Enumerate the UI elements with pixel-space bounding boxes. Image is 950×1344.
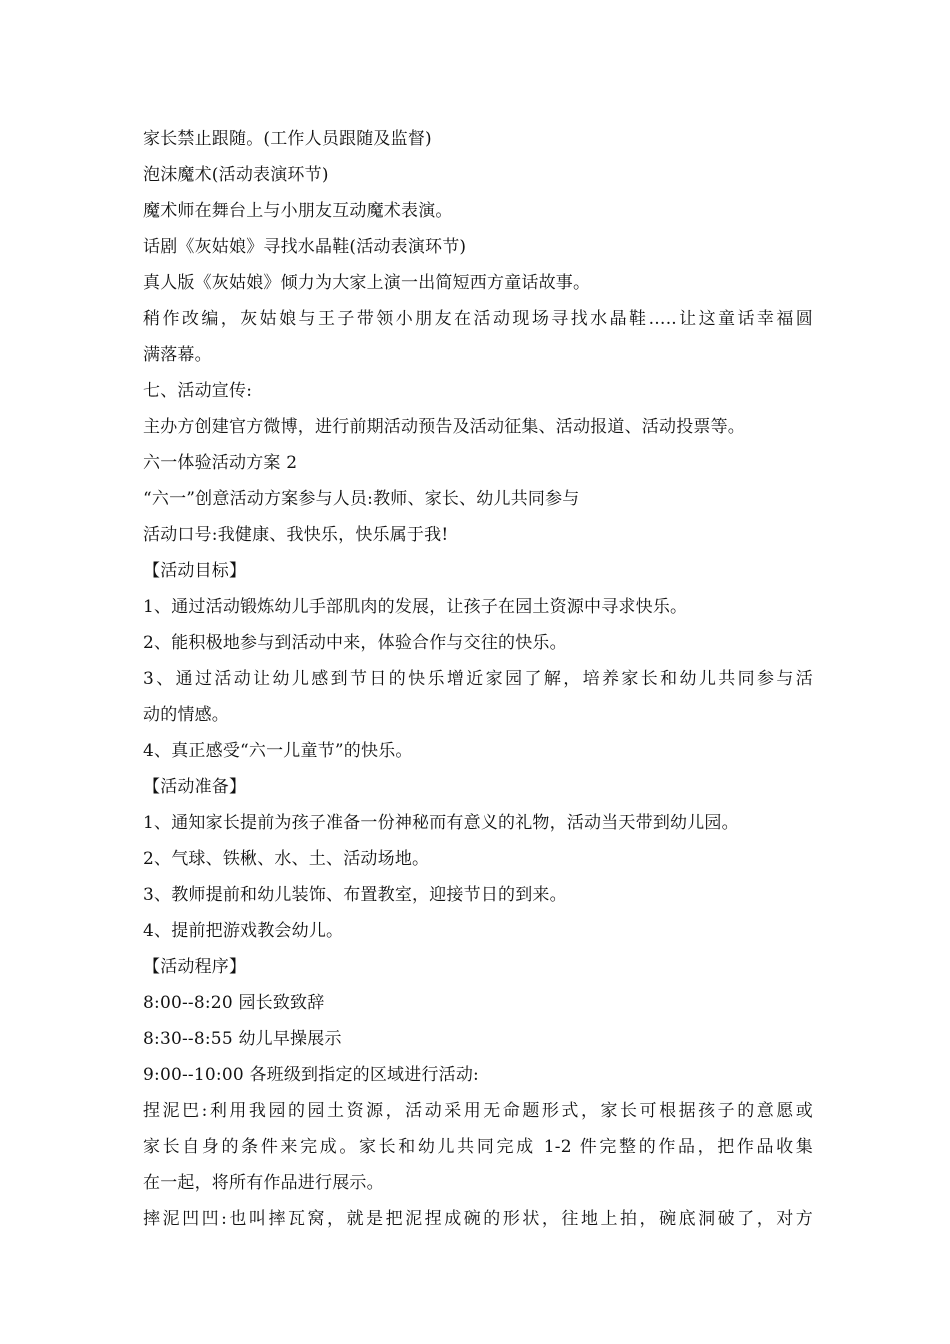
text-line: 捏泥巴:利用我园的园土资源，活动采用无命题形式，家长可根据孩子的意愿或 (143, 1101, 813, 1121)
section-heading: 【活动目标】 (143, 561, 247, 581)
text-line: 主办方创建官方微博，进行前期活动预告及活动征集、活动报道、活动投票等。 (143, 417, 745, 437)
text-line: 魔术师在舞台上与小朋友互动魔术表演。 (143, 201, 453, 221)
list-item: 2、气球、铁楸、水、土、活动场地。 (143, 849, 430, 869)
plan-title: 六一体验活动方案 2 (143, 453, 298, 473)
list-item: 4、提前把游戏教会幼儿。 (143, 921, 344, 941)
section-heading: 话剧《灰姑娘》寻找水晶鞋(活动表演环节) (143, 237, 467, 257)
text-line: 稍作改编，灰姑娘与王子带领小朋友在活动现场寻找水晶鞋…..让这童话幸福圆 (143, 309, 813, 329)
text-line: “六一”创意活动方案参与人员:教师、家长、幼儿共同参与 (143, 489, 580, 509)
schedule-item: 8:00--8:20 园长致致辞 (143, 993, 325, 1013)
text-line: 家长禁止跟随。(工作人员跟随及监督) (143, 129, 432, 149)
schedule-item: 8:30--8:55 幼儿早操展示 (143, 1029, 342, 1049)
text-line: 真人版《灰姑娘》倾力为大家上演一出简短西方童话故事。 (143, 273, 591, 293)
text-line: 活动口号:我健康、我快乐，快乐属于我! (143, 525, 449, 545)
section-heading: 泡沫魔术(活动表演环节) (143, 165, 329, 185)
list-item: 4、真正感受“六一儿童节”的快乐。 (143, 741, 413, 761)
section-heading: 【活动程序】 (143, 957, 247, 977)
list-item: 3、通过活动让幼儿感到节日的快乐增近家园了解，培养家长和幼儿共同参与活 (143, 669, 813, 689)
list-item: 2、能积极地参与到活动中来，体验合作与交往的快乐。 (143, 633, 567, 653)
list-item: 3、教师提前和幼儿装饰、布置教室，迎接节日的到来。 (143, 885, 567, 905)
list-item: 1、通知家长提前为孩子准备一份神秘而有意义的礼物，活动当天带到幼儿园。 (143, 813, 739, 833)
text-line: 满落幕。 (143, 345, 212, 365)
section-heading: 七、活动宣传: (143, 381, 253, 401)
text-line: 家长自身的条件来完成。家长和幼儿共同完成 1-2 件完整的作品，把作品收集 (143, 1137, 813, 1157)
text-line: 动的情感。 (143, 705, 229, 725)
schedule-item: 9:00--10:00 各班级到指定的区域进行活动: (143, 1065, 479, 1085)
document-body (143, 121, 813, 1237)
section-heading: 【活动准备】 (143, 777, 247, 797)
text-line: 摔泥凹凹:也叫摔瓦窝，就是把泥捏成碗的形状，往地上拍，碗底洞破了，对方 (143, 1209, 813, 1229)
list-item: 1、通过活动锻炼幼儿手部肌肉的发展，让孩子在园土资源中寻求快乐。 (143, 597, 688, 617)
text-line: 在一起，将所有作品进行展示。 (143, 1173, 384, 1193)
